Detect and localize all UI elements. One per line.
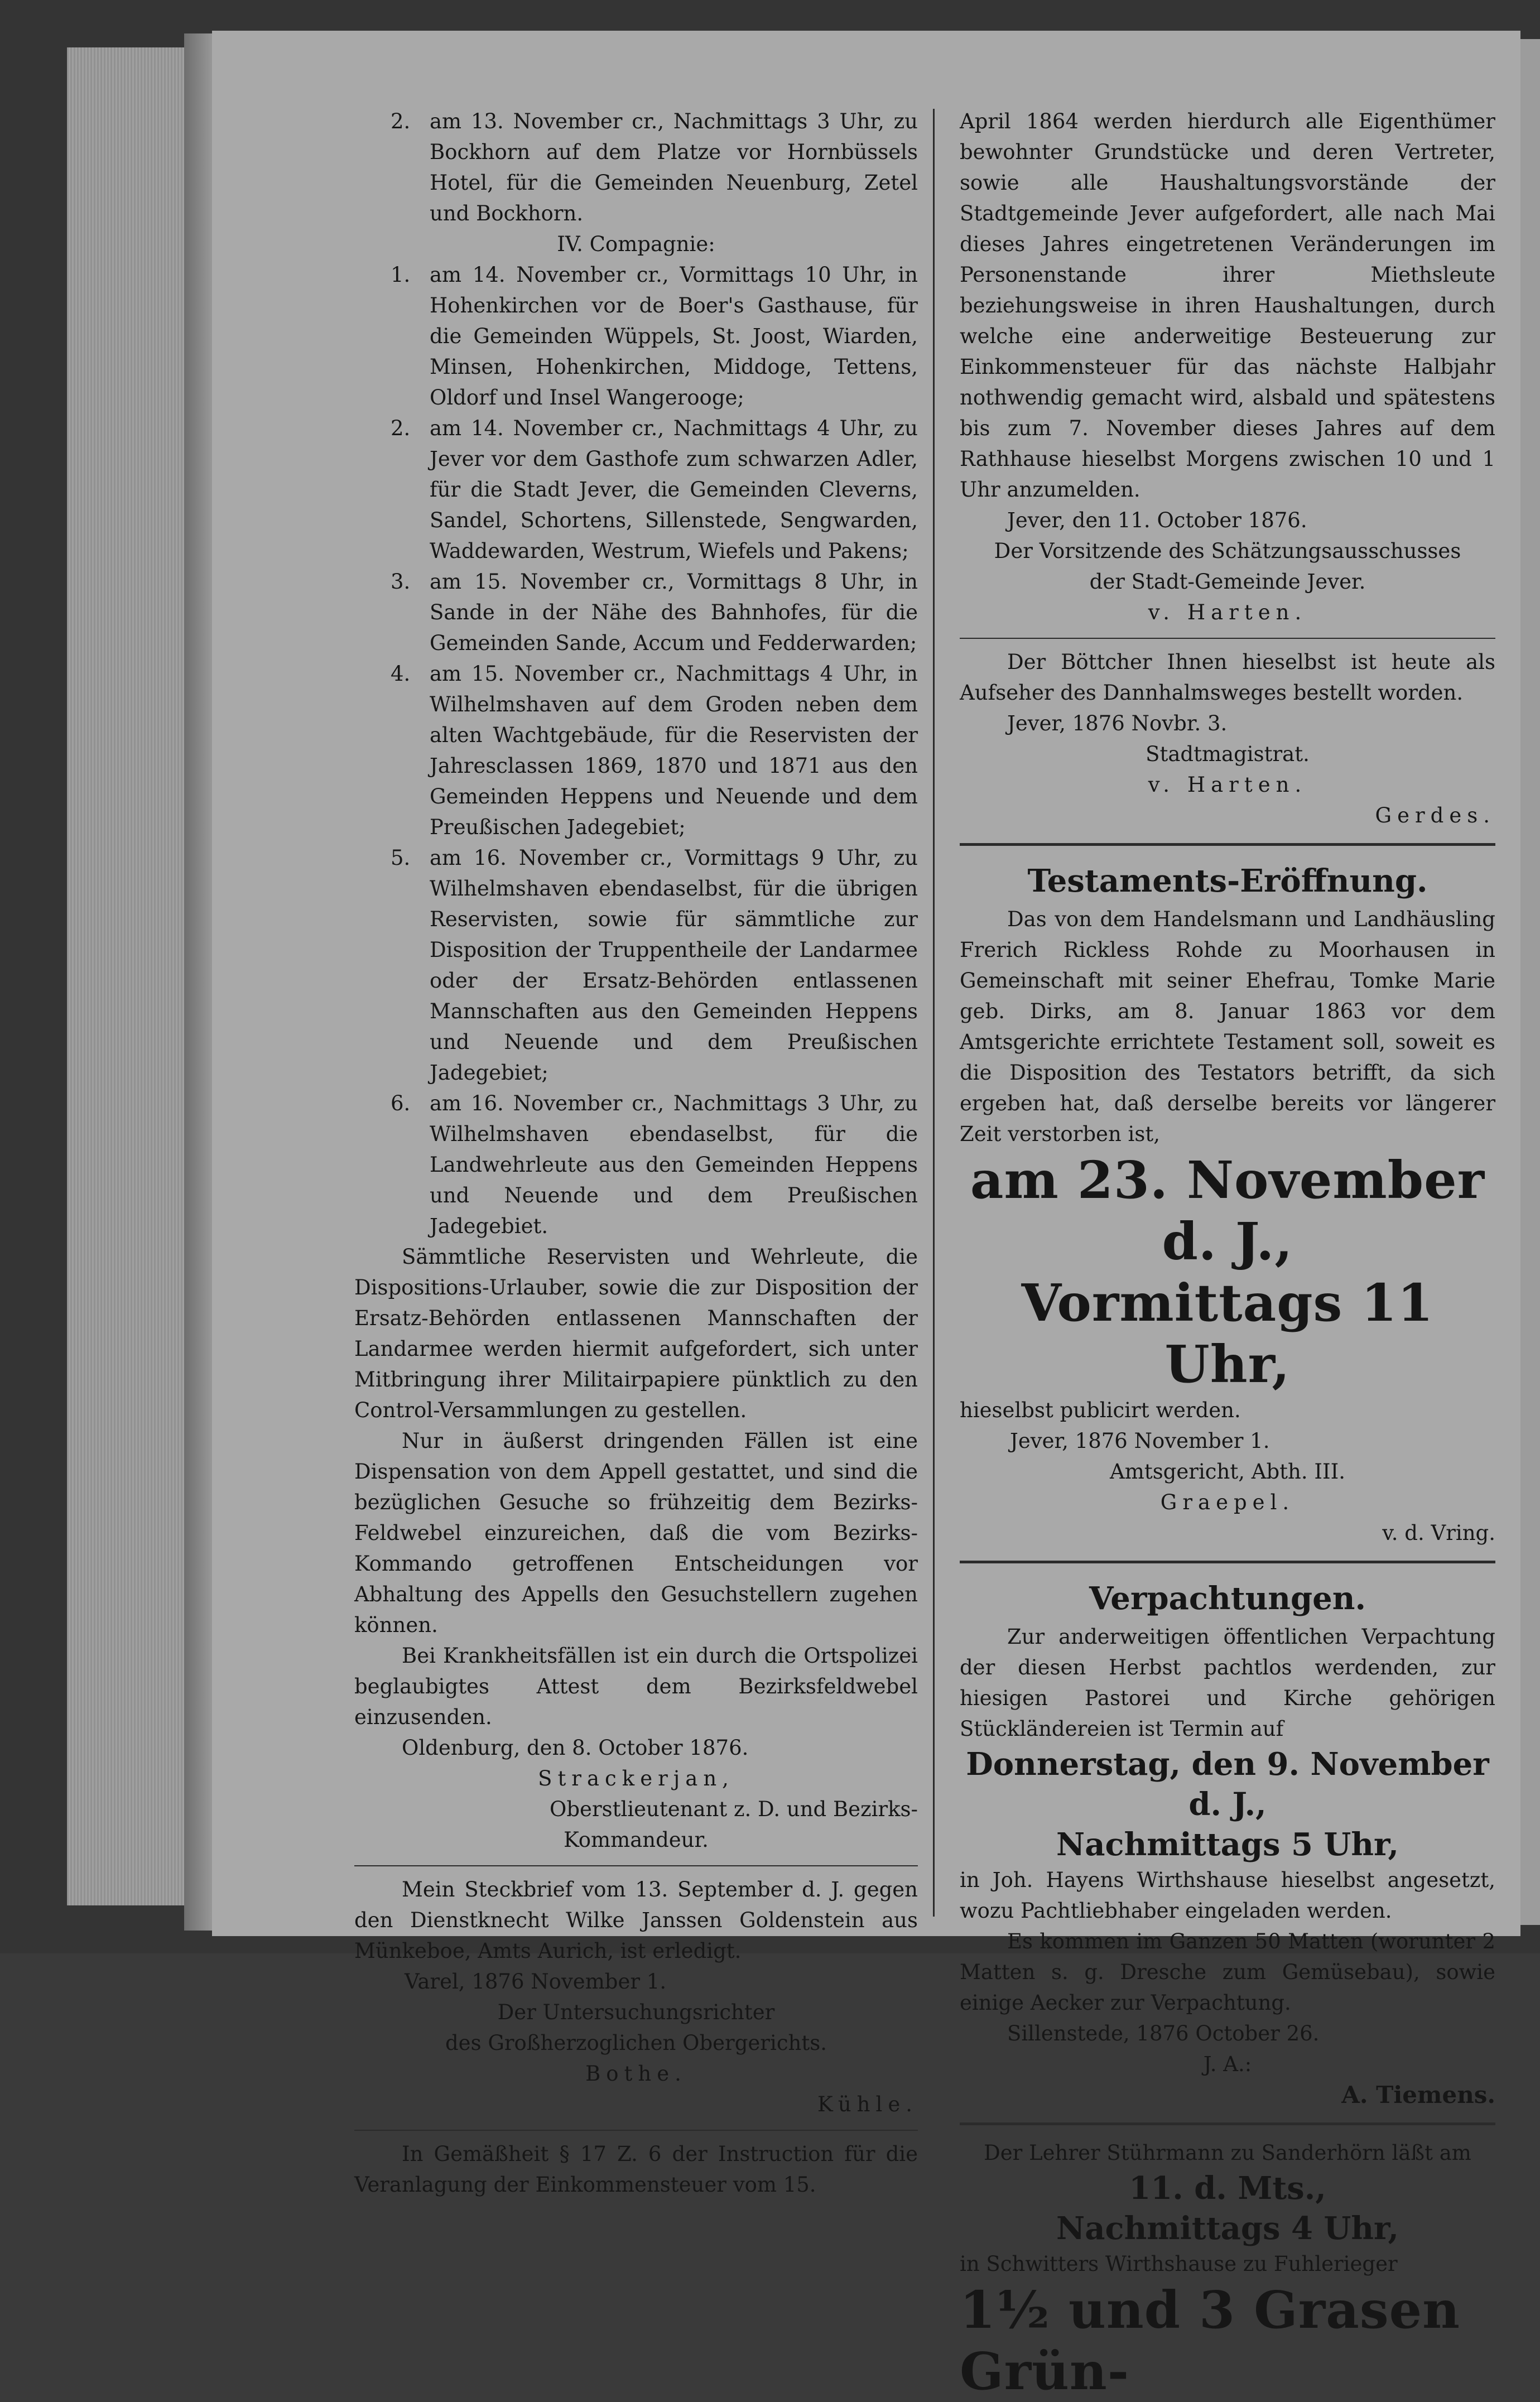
section-rule [354, 1865, 918, 1866]
signature-line: Der Vorsitzende des Schätzungsausschusses [994, 539, 1461, 563]
clerk-name: Kühle. [817, 2092, 918, 2116]
signer-name: Graepel. [1160, 1490, 1295, 1514]
paragraph: hieselbst publicirt werden. [960, 1398, 1241, 1422]
item-number: 4. [391, 662, 411, 686]
signature-line: Amtsgericht, Abth. III. [1110, 1460, 1345, 1484]
signer-title: Oberstlieutenant z. D. und Bezirks- [550, 1797, 918, 1821]
clerk-name: v. d. Vring. [1382, 1521, 1495, 1545]
paragraph: Nur in äußerst dringenden Fällen ist eine Dispensation von dem Appell gestattet, und sind die bezüglichen Gesuche so frühzeitig dem Bezirks-Feldwebel einzureichen, daß die vom Bezirks-Kommando getroffenen Entscheidungen vor Abhaltung des Appells den Gesuchstellern zugehen können. [354, 1429, 918, 1637]
item-text: am 16. November cr., Vormittags 9 Uhr, zu Wilhelmshaven ebendaselbst, für die übrigen Reservisten, sowie für sämmtliche zur Disposition der Truppentheile der Landarmee oder der Ersatz-Behörden entlassenen Mannschaften aus den Gemeinden Heppens und Neuende und dem Preußischen Jadegebiet; [430, 846, 918, 1085]
paragraph: Zur anderweitigen öffentlichen Verpachtung der diesen Herbst pachtlos werdenden, zur hiesigen Pastorei und Kirche gehörigen Stückländereien ist Termin auf [960, 1625, 1495, 1741]
item-text: am 16. November cr., Nachmittags 3 Uhr, zu Wilhelmshaven ebendaselbst, für die Landwehrleute aus den Gemeinden Heppens und Neuende und dem Preußischen Jadegebiet. [430, 1091, 918, 1238]
paragraph: In Gemäßheit § 17 Z. 6 der Instruction für die Veranlagung der Einkommensteuer vom 15. [354, 2142, 918, 2197]
item-number: 6. [391, 1091, 411, 1115]
section-rule [960, 1561, 1495, 1563]
column-divider [933, 109, 935, 1917]
lehrer-date-display: 11. d. Mts., [1129, 2170, 1326, 2207]
section-rule [960, 2122, 1495, 2125]
signature-line: J. A.: [1203, 2052, 1252, 2076]
section-rule [960, 843, 1495, 846]
next-page-edge [1520, 39, 1540, 1925]
list-item [354, 566, 918, 658]
clerk-name: Gerdes. [1375, 803, 1495, 827]
left-column [354, 106, 918, 2200]
paragraph: April 1864 werden hierdurch alle Eigenthümer bewohnter Grundstücke und deren Vertreter, sowie alle Haushaltungsvorstände der Stadtgemeinde Jever aufgefordert, alle nach Mai dieses Jahres eingetretenen Veränderungen im Personenstande ihrer Miethsleute beziehungsweise in ihren Haushaltungen, durch welche eine anderweitige Besteuerung zur Einkommensteuer für das nächste Halbjahr nothwendig gemacht wird, alsbald und spätestens bis zum 7. November dieses Jahres auf dem Rathhause hieselbst Morgens zwischen 10 und 1 Uhr anzumelden. [960, 109, 1495, 502]
paragraph: in Schwitters Wirthshause zu Fuhlerieger [960, 2252, 1398, 2276]
list-item [354, 1088, 918, 1241]
item-number: 1. [391, 263, 411, 287]
item-number: 2. [391, 416, 411, 440]
place-date: Varel, 1876 November 1. [405, 1970, 667, 1994]
signer-name: Strackerjan, [538, 1766, 734, 1790]
right-column [960, 106, 1495, 2402]
paragraph: Bei Krankheitsfällen ist ein durch die Ortspolizei beglaubigtes Attest dem Bezirksfeldwebel einzusenden. [354, 1644, 918, 1729]
place-date: Jever, den 11. October 1876. [1007, 508, 1307, 532]
section-rule [960, 638, 1495, 639]
verpachtungen-heading: Verpachtungen. [1089, 1580, 1366, 1617]
place-date: Jever, 1876 Novbr. 3. [1007, 711, 1228, 735]
testament-date-display: am 23. November d. J., [970, 1150, 1485, 1272]
lehrer-big-display: 1½ und 3 Grasen Grün- [960, 2280, 1461, 2401]
item-number: 5. [391, 846, 411, 870]
item-number: 3. [391, 570, 411, 594]
signature-line: der Stadt-Gemeinde Jever. [1089, 570, 1366, 594]
list-item [354, 413, 918, 566]
signer-name: v. Harten. [1148, 773, 1307, 797]
testament-time-display: Vormittags 11 Uhr, [1021, 1273, 1434, 1394]
verpacht-date-display: Donnerstag, den 9. November d. J., [966, 1746, 1489, 1823]
lehrer-time-display: Nachmittags 4 Uhr, [1056, 2210, 1399, 2247]
verpacht-time-display: Nachmittags 5 Uhr, [1056, 1826, 1399, 1863]
testament-heading: Testaments-Eröffnung. [1027, 863, 1428, 899]
signer-name: Bothe. [585, 2062, 687, 2086]
item-text: am 14. November cr., Vormittags 10 Uhr, in Hohenkirchen vor de Boer's Gasthause, für die Gemeinden Wüppels, St. Joost, Wiarden, Minsen, Hohenkirchen, Middoge, Tettens, Oldorf und Insel Wangerooge; [430, 263, 918, 410]
item-text: am 15. November cr., Nachmittags 4 Uhr, in Wilhelmshaven auf dem Groden neben dem alten Wachtgebäude, für die Reservisten der Jahresclassen 1869, 1870 und 1871 aus den Gemeinden Heppens und Neuende und dem Preußischen Jadegebiet; [430, 662, 918, 839]
signer-title: Kommandeur. [564, 1828, 709, 1852]
compagnie-heading: IV. Compagnie: [557, 232, 715, 256]
paragraph: in Joh. Hayens Wirthshause hieselbst angesetzt, wozu Pachtliebhaber eingeladen werden. [960, 1868, 1495, 1923]
list-item [354, 106, 918, 229]
list-item [354, 843, 918, 1088]
signature-line: Stadtmagistrat. [1146, 742, 1310, 766]
list-item [354, 259, 918, 413]
section-rule [354, 2130, 918, 2131]
paragraph: Es kommen im Ganzen 50 Matten (worunter 2 Matten s. g. Dresche zum Gemüsebau), sowie einige Aecker zur Verpachtung. [960, 1929, 1495, 2015]
place-date: Sillenstede, 1876 October 26. [1007, 2021, 1320, 2045]
signer-name: A. Tiemens. [1341, 2081, 1495, 2109]
place-date: Jever, 1876 November 1. [1010, 1429, 1270, 1453]
item-number: 2. [391, 109, 411, 133]
paragraph: Das von dem Handelsmann und Landhäusling Frerich Rickless Rohde zu Moorhausen in Gemeinschaft mit seiner Ehefrau, Tomke Marie geb. Dirks, am 8. Januar 1863 vor dem Amtsgerichte errichtete Testament soll, soweit es die Disposition des Testators betrifft, da sich ergeben hat, daß derselbe bereits vor längerer Zeit verstorben ist, [960, 907, 1495, 1146]
signature-line: des Großherzoglichen Obergerichts. [445, 2031, 827, 2055]
paragraph: Der Lehrer Stührmann zu Sanderhörn läßt am [984, 2141, 1471, 2165]
list-item [354, 658, 918, 843]
place-date: Oldenburg, den 8. October 1876. [402, 1736, 749, 1760]
paragraph: Der Böttcher Ihnen hieselbst ist heute als Aufseher des Dannhalmsweges bestellt worden. [960, 650, 1495, 705]
paragraph: Sämmtliche Reservisten und Wehrleute, die Dispositions-Urlauber, sowie die zur Disposition der Ersatz-Behörden entlassenen Mannschaften der Landarmee werden hiermit aufgefordert, sich unter Mitbringung ihrer Militairpapiere pünktlich zu den Control-Versammlungen zu gestellen. [354, 1245, 918, 1422]
item-text: am 14. November cr., Nachmittags 4 Uhr, zu Jever vor dem Gasthofe zum schwarzen Adler, für die Stadt Jever, die Gemeinden Cleverns, Sandel, Schortens, Sillenstede, Sengwarden, Waddewarden, Westrum, Wiefels und Pakens; [430, 416, 918, 563]
signature-line: Der Untersuchungsrichter [497, 2000, 775, 2024]
signer-name: v. Harten. [1148, 600, 1307, 624]
paragraph: Mein Steckbrief vom 13. September d. J. gegen den Dienstknecht Wilke Janssen Goldenstein aus Münkeboe, Amts Aurich, ist erledigt. [354, 1878, 918, 1963]
item-text: am 15. November cr., Vormittags 8 Uhr, in Sande in der Nähe des Bahnhofes, für die Gemeinden Sande, Accum und Fedderwarden; [430, 570, 918, 655]
item-text: am 13. November cr., Nachmittags 3 Uhr, zu Bockhorn auf dem Platze vor Hornbüssels Hotel, für die Gemeinden Neuenburg, Zetel und Bockhorn. [430, 109, 918, 225]
